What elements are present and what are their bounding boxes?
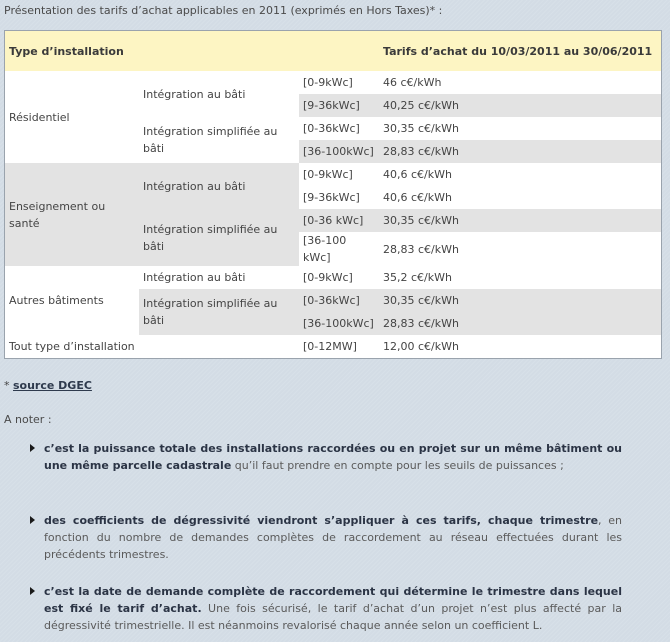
tariff-cell: 30,35 c€/kWh (379, 117, 662, 140)
power-range-cell: [9-36kWc] (299, 94, 379, 117)
power-range-cell: [36-100kWc] (299, 312, 379, 335)
source-link[interactable]: source DGEC (13, 379, 92, 392)
integration-cell: Intégration au bâti (139, 266, 299, 289)
power-range-cell: [36-100kWc] (299, 140, 379, 163)
category-cell: Autres bâtiments (5, 266, 140, 335)
header-tariffs: Tarifs d’achat du 10/03/2011 au 30/06/2011 (379, 31, 662, 72)
power-range-cell: [0-36 kWc] (299, 209, 379, 232)
bullet-arrow-icon (30, 587, 35, 595)
power-range-cell: [9-36kWc] (299, 186, 379, 209)
source-star: * (4, 379, 13, 392)
table-header-row (5, 31, 662, 72)
power-range-cell: [0-12MW] (299, 335, 379, 359)
table-row (5, 266, 662, 289)
tariff-cell: 46 c€/kWh (379, 71, 662, 94)
bullet-arrow-icon (30, 444, 35, 452)
power-range-cell: [0-36kWc] (299, 117, 379, 140)
table-row (5, 335, 662, 359)
tariff-cell: 35,2 c€/kWh (379, 266, 662, 289)
tariff-table (4, 30, 662, 359)
tariff-cell: 40,6 c€/kWh (379, 163, 662, 186)
power-range-cell: [0-9kWc] (299, 266, 379, 289)
tariff-cell: 12,00 c€/kWh (379, 335, 662, 359)
bullet-bold-text: c’est la puissance totale des installations raccordées ou en projet sur un même bâtiment ou une même parcelle cadastrale (44, 442, 622, 472)
header-installation-type: Type d’installation (5, 31, 380, 72)
tariff-cell: 30,35 c€/kWh (379, 209, 662, 232)
power-range-cell: [0-36kWc] (299, 289, 379, 312)
bullet-item (44, 440, 622, 474)
bullet-text: Une fois sécurisé, le tarif d’achat d’un projet n’est plus affecté par la dégressivité trimestrielle. Il est néanmoins revalorisé chaque année selon un coefficient L. (44, 602, 622, 632)
tariff-cell: 28,83 c€/kWh (379, 232, 662, 266)
integration-cell: Intégration simplifiée au bâti (139, 289, 299, 335)
integration-cell: Intégration au bâti (139, 163, 299, 209)
source-line (4, 379, 92, 392)
intro-text: Présentation des tarifs d’achat applicables en 2011 (exprimés en Hors Taxes)* : (4, 4, 443, 17)
tariff-cell: 40,25 c€/kWh (379, 94, 662, 117)
bullet-text: qu’il faut prendre en compte pour les seuils de puissances ; (231, 459, 564, 472)
power-range-cell: [36-100 kWc] (299, 232, 379, 266)
integration-cell: Intégration simplifiée au bâti (139, 209, 299, 266)
bullet-arrow-icon (30, 516, 35, 524)
integration-cell: Intégration au bâti (139, 71, 299, 117)
integration-cell: Intégration simplifiée au bâti (139, 117, 299, 163)
bullet-item (44, 512, 622, 563)
power-range-cell: [0-9kWc] (299, 71, 379, 94)
tariff-cell: 28,83 c€/kWh (379, 140, 662, 163)
category-cell: Tout type d’installation (5, 335, 300, 359)
category-cell: Résidentiel (5, 71, 140, 163)
bullet-bold-text: c’est la date de demande complète de raccordement qui détermine le trimestre dans lequel est fixé le tarif d’achat. (44, 585, 622, 615)
power-range-cell: [0-9kWc] (299, 163, 379, 186)
table-row (5, 163, 662, 186)
note-title: A noter : (4, 413, 52, 426)
tariff-cell: 28,83 c€/kWh (379, 312, 662, 335)
tariff-cell: 40,6 c€/kWh (379, 186, 662, 209)
bullet-text: , en fonction du nombre de demandes complètes de raccordement au réseau effectuées durant les précédents trimestres. (44, 514, 622, 561)
table-row (5, 71, 662, 94)
bullet-item (44, 583, 622, 634)
tariff-cell: 30,35 c€/kWh (379, 289, 662, 312)
bullet-bold-text: des coefficients de dégressivité viendront s’appliquer à ces tarifs, chaque trimestre (44, 514, 599, 527)
category-cell: Enseignement ou santé (5, 163, 140, 266)
